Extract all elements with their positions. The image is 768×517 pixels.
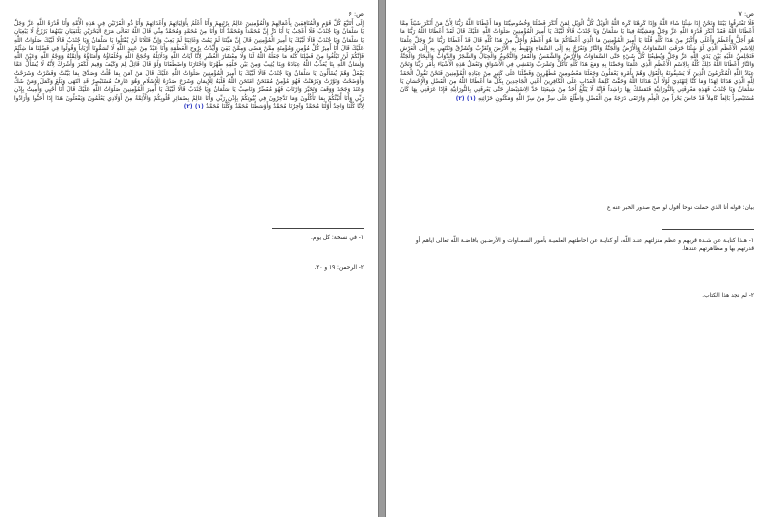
page-number: ص: ۶: [348, 10, 364, 18]
body-paragraph: فَلَا تَفْتَرِقُوا بَيْنَنَا وَنَحْنُ إِذَا شِئْنَا شَاءَ اللَّهُ وَإِذَا كَرِهْنَا كَرِهَ اللَّهُ الْوَيْلُ كُلُّ الْوَيْلِ لِمَنْ أَنْكَرَ فَضْلَنَا وَخُصُوصِيَّتَنَا وَمَا أَعْطَانَا اللَّهُ رَبُّنَا لِأَنَّ مَنْ أَنْكَرَ شَيْئاً مِمَّا أَعْطَانَا اللَّهُ فَقَدْ أَنْكَرَ قُدْرَةَ اللَّهِ عَزَّ وَجَلَّ وَمَشِيَّتَهُ فِينَا يَا سَلْمَانُ وَيَا جُنْدَبُ قَالَا لَبَّيْكَ يَا أَمِيرَ الْمُؤْمِنِينَ صَلَوَاتُ اللَّهِ عَلَيْكَ قَالَ لَقَدْ أَعْطَانَا اللَّهُ رَبُّنَا مَا هُوَ أَجَلُّ وَأَعْظَمُ وَأَعْلَى وَأَكْبَرُ مِنْ هَذَا كُلِّهِ قُلْنَا يَا أَمِيرَ الْمُؤْمِنِينَ مَا الَّذِي أَعْطَاكُمْ مَا هُوَ أَعْظَمُ وَأَجَلُّ مِنْ هَذَا كُلِّهِ قَالَ قَدْ أَعْطَانَا رَبُّنَا عَزَّ وَجَلَّ عِلْمَنَا لِلِاسْمِ الْأَعْظَمِ الَّذِي لَوْ شِئْنَا خَرَقَتِ السَّمَاوَاتُ وَالْأَرْضُ وَالْجَنَّةُ وَالنَّارُ وَنَعْرُجُ بِهِ إِلَى السَّمَاءِ وَنَهْبِطُ بِهِ الْأَرْضَ وَنُغَرِّبُ وَنُشَرِّقُ وَنَنْتَهِي بِهِ إِلَى الْعَرْشِ فَنَجْلِسُ عَلَيْهِ بَيْنَ يَدَيِ اللَّهِ عَزَّ وَجَلَّ وَيُطِيعُنَا كُلُّ شَيْءٍ حَتَّى السَّمَاوَاتُ وَالْأَرْضُ وَالشَّمْسُ وَالْقَمَرُ وَالنُّجُومُ وَالْجِبَالُ وَالشَّجَرُ وَالدَّوَابُّ وَالْبِحَارُ وَالْجَنَّةُ وَالنَّارُ أَعْطَانَا اللَّهُ ذَلِكَ كُلَّهُ بِالِاسْمِ الْأَعْظَمِ الَّذِي عَلَّمَنَا وَخَصَّنَا بِهِ وَمَعَ هَذَا كُلِّهِ نَأْكُلُ وَنَشْرَبُ وَنَمْشِي فِي الْأَسْوَاقِ وَنَعْمَلُ هَذِهِ الْأَشْيَاءَ بِأَمْرِ رَبِّنَا وَنَحْنُ عِبَادُ اللَّهِ الْمُكْرَمُونَ الَّذِينَ لَا يَسْبِقُونَهُ بِالْقَوْلِ وَهُمْ بِأَمْرِهِ يَعْمَلُونَ وَجَعَلَنَا مَعْصُومِينَ مُطَهَّرِينَ وَفَضَّلَنَا عَلَى كَثِيرٍ مِنْ عِبَادِهِ الْمُؤْمِنِينَ فَنَحْنُ نَقُولُ الْحَمْدُ لِلَّهِ الَّذِي هَدَانَا لِهَذَا وَمَا كُنَّا لِنَهْتَدِيَ لَوْلَا أَنْ هَدَانَا اللَّهُ وَحَقَّتْ كَلِمَةُ الْعَذَابِ عَلَى الْكَافِرِينَ أَعْنِي الْجَاحِدِينَ بِكُلِّ مَا أَعْطَانَا اللَّهُ مِنَ الْفَضْلِ وَالْإِحْسَانِ يَا سَلْمَانُ وَيَا جُنْدَبُ فَهَذِهِ مَعْرِفَتِي بِالنُّورَانِيَّةِ فَتَمَسَّكْ بِهَا رَاشِداً فَإِنَّهُ لَا يَبْلُغُ أَحَدٌ مِنْ شِيعَتِنَا حَدَّ الِاسْتِبْصَارِ حَتَّى يَعْرِفَنِي بِالنُّورَانِيَّةِ فَإِذَا عَرَفَنِي بِهَا كَانَ مُسْتَبْصِراً بَالِغاً كَامِلاً قَدْ خَاضَ بَحْراً مِنَ الْعِلْمِ وَارْتَقَى دَرَجَةً مِنَ الْفَضْلِ وَاطَّلَعَ عَلَى سِرٍّ مِنْ سِرِّ اللَّهِ وَمَكْنُونِ خَزَائِنِهِ: [400, 21, 754, 102]
page-gutter: [378, 0, 386, 517]
reference-marker[interactable]: (۱): [466, 95, 476, 102]
reference-marker[interactable]: (۲): [455, 95, 465, 102]
footnote-divider: [662, 229, 754, 230]
page-body-text: [400, 20, 754, 103]
right-page: [386, 0, 768, 517]
footnote: ۲- لم نجد هذا الكتاب.: [702, 293, 754, 299]
page-body-text: [14, 20, 364, 111]
footnote: ۲- الرحمن: ۱۹ و ۲۰.: [314, 265, 364, 271]
footnote: ۱- في نسخة: كل يوم.: [311, 235, 364, 241]
left-page: [0, 0, 378, 517]
explanation-line: بيان: قوله أنا الذي حملت نوحا أقول لو صح صدور الخبر عنه ع: [607, 205, 754, 211]
body-paragraph: إِلَى أَتَتَبَّعَ كُلَّ قَوْمٍ وَالْمُنَافِقِينَ بِأَعْمَالِهِمْ وَالْمُؤْمِنِينَ عَالِمٌ بِرُتَبِهِمْ وَأَنَا أَعْلَمُ بِأَوْلِيَائِهِمْ وَأَعْدَائِهِمْ وَأَنَا ذُو الْقَرْنَيْنِ فِي هَذِهِ الْأُمَّةِ وَأَنَا قُدْرَةُ اللَّهِ عَزَّ وَجَلَّ يَا سَلْمَانُ وَيَا جُنْدَبُ فَلَا أَعْجَبُ يَا أَبَا ذَرٍّ إِنَّ مُحَمَّداً وَمُحَمَّدٌ أَنَا وَأَنَا مِنْ مُحَمَّدٍ وَمُحَمَّدٌ مِنِّي قَالَ اللَّهُ تَعَالَى مَرَجَ الْبَحْرَيْنِ يَلْتَقِيَانِ بَيْنَهُمَا بَرْزَخٌ لَا يَبْغِيَانِ يَا سَلْمَانُ وَيَا جُنْدَبُ قَالَا لَبَّيْكَ يَا أَمِيرَ الْمُؤْمِنِينَ قَالَ إِنَّ مَيِّتَنَا لَمْ يَمُتْ وَغَائِبَنَا لَمْ يَغِبْ وَإِنَّ قَتْلَانَا لَنْ يُقْتَلُوا يَا سَلْمَانُ وَيَا جُنْدَبُ قَالَا لَبَّيْكَ صَلَوَاتُ اللَّهِ عَلَيْكَ قَالَ أَنَا أَمِيرُ كُلِّ مُؤْمِنٍ وَمُؤْمِنَةٍ مِمَّنْ مَضَى وَمِمَّنْ بَقِيَ وَأُيِّدْتُ بِرُوحِ الْعَظَمَةِ وَأَنَا عَبْدٌ مِنْ عَبِيدِ اللَّهِ لَا تُسَمُّونَا أَرْبَاباً وَقُولُوا فِي فَضْلِنَا مَا شِئْتُمْ فَإِنَّكُمْ لَنْ تَبْلُغُوا مِنْ فَضْلِنَا كُنْهَ مَا جَعَلَهُ اللَّهُ لَنَا وَلَا مِعْشَارَ الْعُشْرِ لِأَنَّا آيَاتُ اللَّهِ وَدَلَائِلُهُ وَحُجَجُ اللَّهِ وَخُلَفَاؤُهُ وَأُمَنَاؤُهُ وَأَئِمَّتُهُ وَوَجْهُ اللَّهِ وَعَيْنُ اللَّهِ وَلِسَانُ اللَّهِ بِنَا يُعَذِّبُ اللَّهُ عِبَادَهُ وَبِنَا يُثِيبُ وَمِنْ بَيْنِ خَلْقِهِ طَهَّرَنَا وَاخْتَارَنَا وَاصْطَفَانَا وَلَوْ قَالَ قَائِلٌ لِمَ وَكَيْفَ وَفِيمَ لَكَفَرَ وَأَشْرَكَ لِأَنَّهُ لَا يُسْأَلُ عَمَّا يَفْعَلُ وَهُمْ يُسْأَلُونَ يَا سَلْمَانُ وَيَا جُنْدَبُ قَالَا لَبَّيْكَ يَا أَمِيرَ الْمُؤْمِنِينَ صَلَوَاتُ اللَّهِ عَلَيْكَ قَالَ مَنْ آمَنَ بِمَا قُلْتُ وَصَدَّقَ بِمَا بَيَّنْتُ وَفَسَّرْتُ وَشَرَحْتُ وَأَوْضَحْتُ وَنَوَّرْتُ وَبَرْهَنْتُ فَهُوَ مُؤْمِنٌ مُمْتَحَنٌ امْتَحَنَ اللَّهُ قَلْبَهُ لِلْإِيمَانِ وَشَرَحَ صَدْرَهُ لِلْإِسْلَامِ وَهُوَ عَارِفٌ مُسْتَبْصِرٌ قَدِ انْتَهَى وَبَلَغَ وَكَمَلَ وَمَنْ شَكَّ وَعَنَدَ وَجَحَدَ وَوَقَفَ وَتَحَيَّرَ وَارْتَابَ فَهُوَ مُقَصِّرٌ وَنَاصِبٌ يَا سَلْمَانُ وَيَا جُنْدَبُ قَالَا لَبَّيْكَ يَا أَمِيرَ الْمُؤْمِنِينَ صَلَوَاتُ اللَّهِ عَلَيْكَ قَالَ أَنَا أُحْيِي وَأُمِيتُ بِإِذْنِ رَبِّي وَأَنَا أُنَبِّئُكُمْ بِمَا تَأْكُلُونَ وَمَا تَدَّخِرُونَ فِي بُيُوتِكُمْ بِإِذْنِ رَبِّي وَأَنَا عَالِمٌ بِضَمَائِرِ قُلُوبِكُمْ وَالْأَئِمَّةُ مِنْ أَوْلَادِي يَعْلَمُونَ وَيَفْعَلُونَ هَذَا إِذَا أَحَبُّوا وَأَرَادُوا لِأَنَّا كُلَّنَا وَاحِدٌ أَوَّلُنَا مُحَمَّدٌ وَآخِرُنَا مُحَمَّدٌ وَأَوْسَطُنَا مُحَمَّدٌ وَكُلُّنَا مُحَمَّدٌ: [14, 21, 364, 110]
page-number: ص: ۷: [738, 10, 754, 18]
reference-marker[interactable]: (۱): [194, 103, 204, 110]
footnote-divider: [272, 228, 364, 229]
reference-marker[interactable]: (۲): [183, 103, 193, 110]
footnote: ۱- هـذا كنايـة عن شـدة قربهم و عظم منزلتهم عنـد اللّه، أو كنايـة عن احاطتهم العلميـة بأمور السمـاوات و الأرضـين بافاضـة اللّه تعالى اياهم أو قدرتهم بها و مظاهرتهم عندها.: [415, 238, 754, 253]
